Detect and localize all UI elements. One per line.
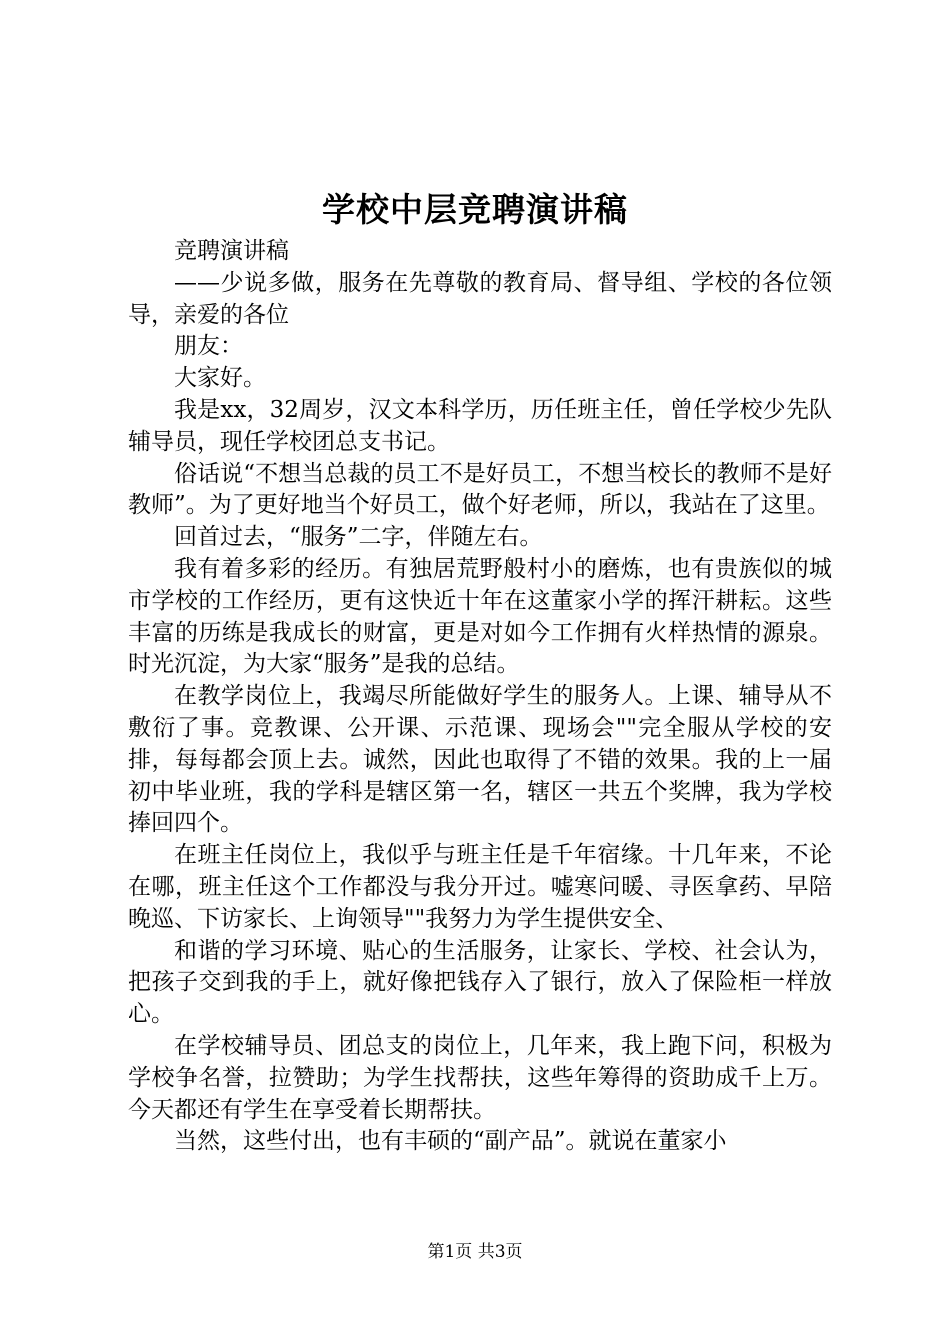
paragraph-1: 竞聘演讲稿 — [174, 238, 289, 264]
paragraph-6: 俗话说“不想当总裁的员工不是好员工，不想当校长的教师不是好教师”。为了更好地当个好员工，做个好老师，所以，我站在了这里。 — [128, 460, 832, 519]
paragraph-10: 在班主任岗位上，我似乎与班主任是千年宿缘。十几年来，不论在哪，班主任这个工作都没与我分开过。嘘寒问暖、寻医拿药、早陪晚巡、下访家长、上询领导""我努力为学生提供安全、 — [128, 842, 832, 932]
paragraph-11: 和谐的学习环境、贴心的生活服务，让家长、学校、社会认为，把孩子交到我的手上，就好像把钱存入了银行，放入了保险柜一样放心。 — [128, 937, 832, 1028]
document-title: 学校中层竞聘演讲稿 — [322, 190, 628, 229]
paragraph-3: 朋友： — [174, 333, 243, 360]
paragraph-2: ——少说多做，服务在先尊敬的教育局、督导组、学校的各位领导，亲爱的各位 — [128, 269, 832, 328]
paragraph-12: 在学校辅导员、团总支的岗位上，几年来，我上跑下问，积极为学校争名誉，拉赞助；为学生找帮扶，这些年筹得的资助成千上万。今天都还有学生在享受着长期帮扶。 — [128, 1032, 832, 1123]
paragraph-9: 在教学岗位上，我竭尽所能做好学生的服务人。上课、辅导从不敷衍了事。竞教课、公开课、示范课、现场会""完全服从学校的安排，每每都会顶上去。诚然，因此也取得了不错的效果。我的上一届初中毕业班，我的学科是辖区第一名，辖区一共五个奖牌，我为学校捧回四个。 — [128, 683, 832, 837]
paragraph-8: 我有着多彩的经历。有独居荒野般村小的磨炼，也有贵族似的城市学校的工作经历，更有这快近十年在这董家小学的挥汗耕耘。这些丰富的历练是我成长的财富，更是对如今工作拥有火样热情的源泉。时光沉淀，为大家“服务”是我的总结。 — [128, 555, 832, 678]
paragraph-13: 当然，这些付出，也有丰硕的“副产品”。就说在董家小 — [174, 1128, 727, 1155]
paragraph-4: 大家好。 — [174, 365, 266, 392]
page-number-footer: 第1页 共3页 — [427, 1242, 523, 1262]
paragraph-7: 回首过去，“服务”二字，伴随左右。 — [174, 524, 543, 551]
document-body — [128, 236, 832, 1158]
paragraph-5: 我是xx，32周岁，汉文本科学历，历任班主任，曾任学校少先队辅导员，现任学校团总支书记。 — [128, 396, 832, 455]
